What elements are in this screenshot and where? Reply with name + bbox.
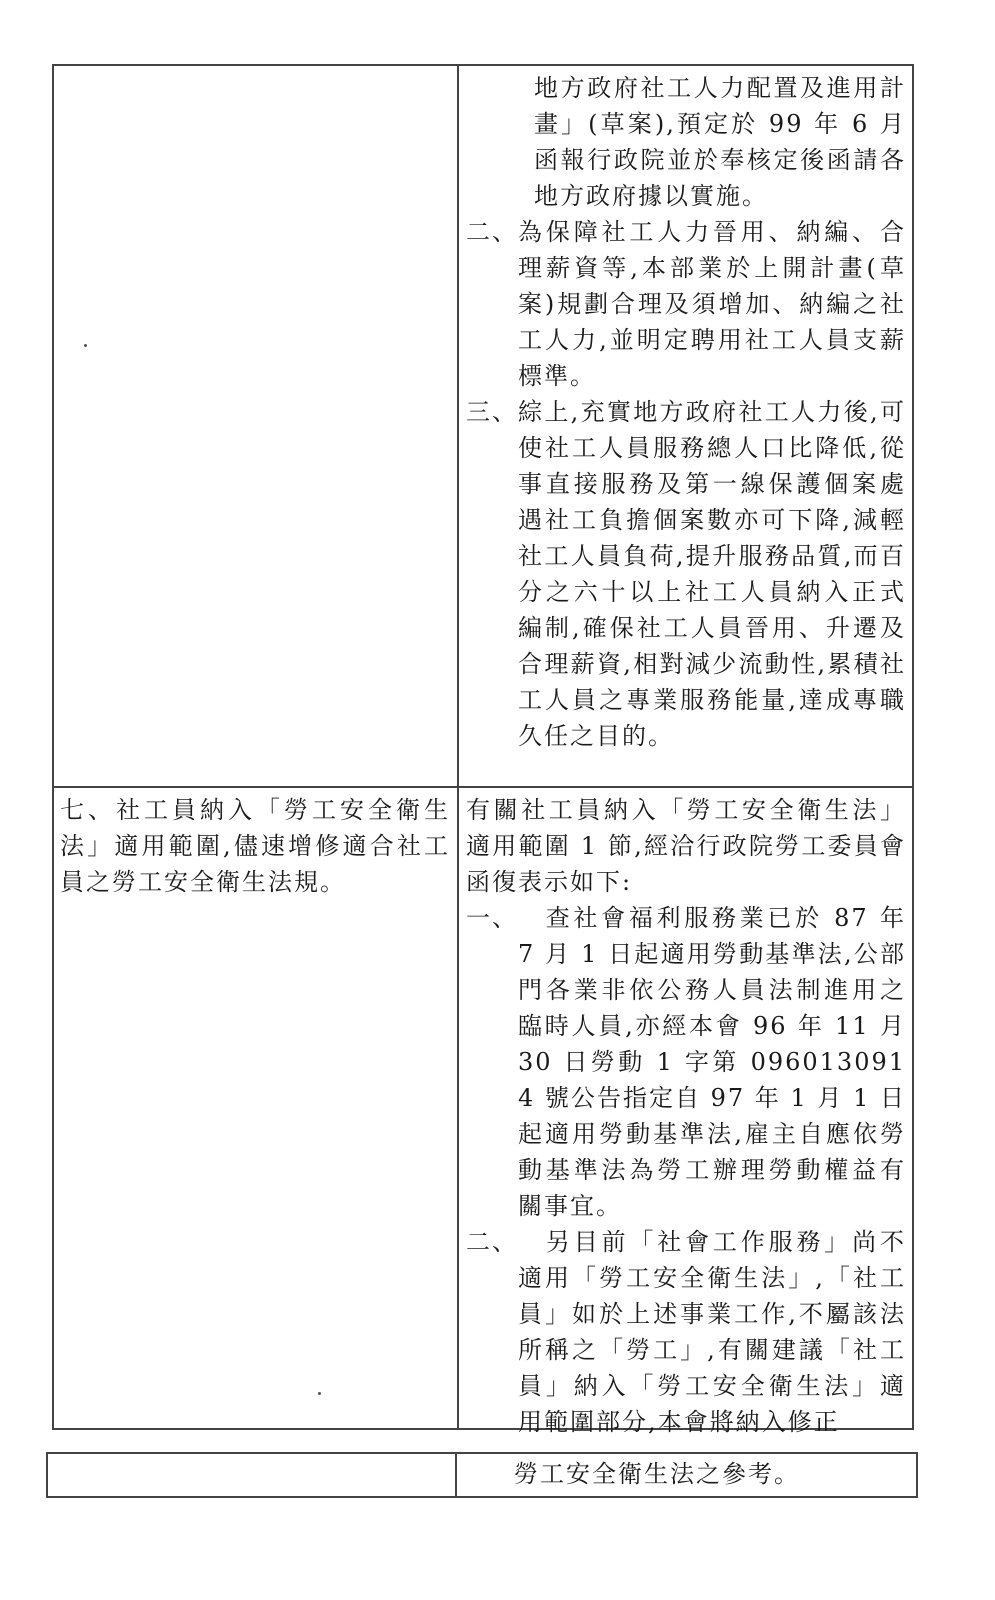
- row3-right-cell: [466, 1456, 906, 1492]
- continuation-top-border: [46, 1452, 918, 1454]
- continued-paragraph: 地方政府社工人力配置及進用計畫」(草案),預定於 99 年 6 月函報行政院並於奉核定後函請各地方政府據以實施。: [534, 74, 906, 210]
- item-text: 另目前「社會工作服務」尚不適用「勞工安全衛生法」,「社工員」如於上述事業工作,不屬該法所稱之「勞工」,有關建議「社工員」納入「勞工安全衛生法」適用範圍部分,本會將納入修正: [518, 1228, 906, 1436]
- continuation-left-border: [46, 1452, 48, 1498]
- list-item: [466, 394, 906, 754]
- table-right-border: [912, 64, 914, 1430]
- item-text: 綜上,充實地方政府社工人力後,可使社工人員服務總人口比降低,從事直接服務及第一線保護個案處遇社工負擔個案數亦可下降,減輕社工人員負荷,提升服務品質,而百分之六十以上社工人員納入正式編制,確保社工人員晉用、升遷及合理薪資,相對減少流動性,累積社工人員之專業服務能量,達成專職久任之目的。: [518, 398, 906, 750]
- row2-right-cell: [466, 792, 906, 1440]
- row2-left-cell: [60, 792, 450, 900]
- continuation-right-border: [916, 1452, 918, 1498]
- recommendation-text: [60, 792, 450, 900]
- item-text: 為保障社工人力晉用、納編、合理薪資等,本部業於上開計畫(草案)規劃合理及須增加、納編之社工人力,並明定聘用社工人員支薪標準。: [518, 218, 906, 390]
- continuation-column-divider: [455, 1452, 457, 1498]
- item-number: 二、: [466, 218, 518, 246]
- response-intro: 有關社工員納入「勞工安全衛生法」適用範圍 1 節,經洽行政院勞工委員會函復表示如下:: [466, 796, 906, 896]
- item-number: 一、: [466, 904, 518, 932]
- scan-speck: [84, 344, 87, 347]
- list-item: [466, 1224, 906, 1440]
- list-item: [466, 214, 906, 394]
- scan-speck: [318, 1392, 321, 1395]
- item-text: 查社會福利服務業已於 87 年 7 月 1 日起適用勞動基準法,公部門各業非依公務人員法制進用之臨時人員,亦經本會 96 年 11 月 30 日勞動 1 字第 0960130914 號公告指定自 97 年 1 月 1 日起適用勞動基準法,雇主自應依勞動基準法為勞工辦理勞動權益有關事宜。: [518, 904, 906, 1220]
- item-number: 三、: [466, 398, 518, 426]
- row-divider: [52, 786, 914, 788]
- column-divider: [457, 64, 459, 1430]
- row1-right-cell: [466, 70, 906, 754]
- item-text: 社工員納入「勞工安全衛生法」適用範圍,儘速增修適合社工員之勞工安全衛生法規。: [60, 796, 450, 896]
- item-number: 二、: [466, 1228, 518, 1256]
- table-left-border: [52, 64, 54, 1430]
- table-top-border: [52, 64, 914, 66]
- continuation-bottom-border: [46, 1496, 918, 1498]
- item-number: 七、: [60, 796, 116, 824]
- continued-text: 勞工安全衛生法之參考。: [514, 1460, 800, 1488]
- list-item: [466, 900, 906, 1224]
